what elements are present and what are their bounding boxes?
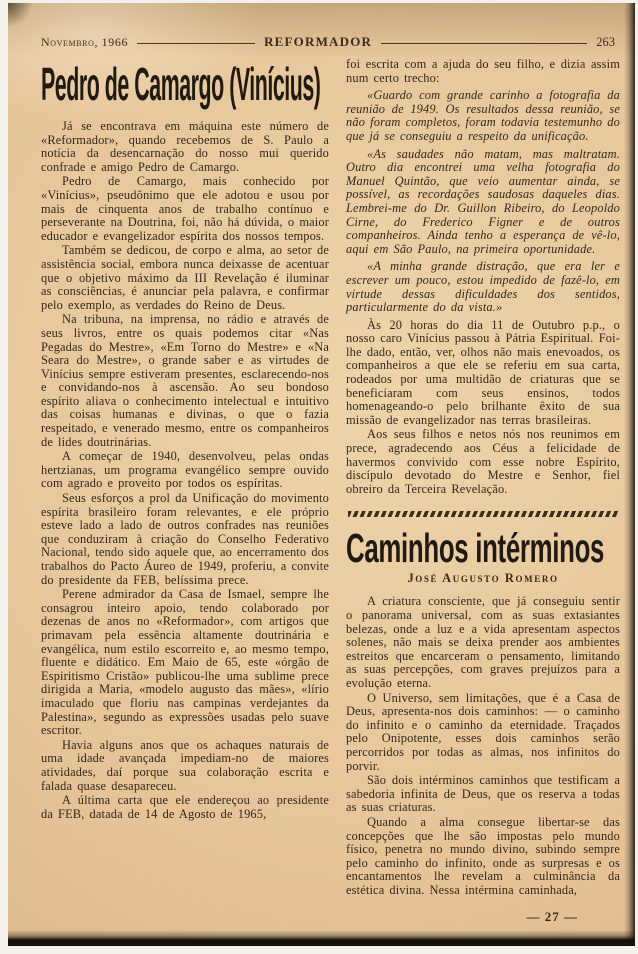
article-paragraph: O Universo, sem limitações, que é a Casa de Deus, apresenta-nos dois caminhos: — o caminho do infinito e o caminho da eternidade. Traçados pelo Onipotente, esses dois caminhos serão percorridos por todas as almas, nos infinitos do porvir.: [346, 690, 620, 773]
article-paragraph: Aos seus filhos e netos nós nos reunimos em prece, agradecendo aos Céus a felicidade de havermos convivido com esse nobre Espírito, discípulo devotado do Mestre e Senhor, fiel obreiro da Terceira Revelação.: [346, 427, 620, 496]
article-paragraph: Seus esforços a prol da Unificação do movimento espírita brasileiro foram relevantes, e ele próprio esteve lado a lado de outros confrades nas reuniões que conduziram à criação do Conselho Federativo Nacional, tendo sido aquele que, ao encerramento dos trabalhos do Pacto Áureo de 1949, proferiu, a convite do presidente da FEB, belíssima prece.: [41, 491, 329, 587]
page-number-top: 263: [596, 34, 615, 49]
article-paragraph: Perene admirador da Casa de Ismael, sempre lhe consagrou inteiro apoio, tendo colaborado por dezenas de anos no «Reformador», com artigos que primavam pela essência altamente doutrinária e evangélica, num estilo escorreito e, ao mesmo tempo, fluente e didático. Em Maio de 65, este «órgão de Espiritismo Cristão» publicou-lhe uma sublime prece dirigida a Maria, «modelo augusto das mães», «lírio imaculado que floriu nas campinas verdejantes da Palestina», segundo as expressões usadas pelo suave escritor.: [41, 587, 329, 738]
masthead-title: REFORMADOR: [264, 34, 373, 49]
article-paragraph: A começar de 1940, desenvolveu, pelas ondas hertzianas, um programa evangélico sempre ouvido com agrado e proveito por todos os espíritas.: [41, 449, 329, 491]
article-1-title: Pedro de Camargo (Vinícius): [41, 58, 321, 110]
article-divider-rule: [348, 511, 618, 517]
article-paragraph: Na tribuna, na imprensa, no rádio e através de seus livros, entre os quais podemos citar «Nas Pegadas do Mestre», «Em Torno do Mestre» e «Na Seara do Mestre», o grande saber e as virtudes de Vinícius sempre estiveram presentes, esclarecendo-nos e convidando-nos à ascensão. Ao seu bondoso espírito aliava o conhecimento intelectual e intuitivo das coisas humanas e divinas, o que o fazia respeitado, e venerado mesmo, entre os companheiros de lides doutrinárias.: [41, 312, 329, 449]
article-paragraph: São dois intérminos caminhos que testificam a sabedoria infinita de Deus, que os reserva a todas as suas criaturas.: [346, 773, 620, 815]
article-paragraph: A última carta que ele endereçou ao presidente da FEB, datada de 14 de Agosto de 1965,: [41, 793, 329, 821]
left-column: [41, 54, 329, 925]
letter-quote-paragraph: «Guardo com grande carinho a fotografia da reunião de 1949. Os resultados dessa reunião, se não foram completos, foram todavia testemunho do que já se conseguiu a respeito da unificação.: [346, 88, 620, 143]
page-number-bottom: — 27 —: [526, 909, 578, 925]
header-rule-right: [381, 43, 587, 44]
article-paragraph: Às 20 horas do dia 11 de Outubro p.p., o nosso caro Vinícius passou à Pátria Espiritual. Foi-lhe dado, então, ver, olhos não mais enevoados, os companheiros a que ele se referiu em sua carta, rodeados por uma multidão de criaturas que se beneficiaram com seus ensinos, todos homenageando-o pelo brilhante êxito de sua missão de evangelizador nas terras brasileiras.: [346, 317, 620, 427]
article-paragraph: foi escrita com a ajuda do seu filho, e dizia assim num certo trecho:: [346, 57, 620, 85]
article-paragraph: Quando a alma consegue libertar-se das concepções que lhe são impostas pelo mundo físico, penetra no mundo divino, subindo sempre pelo caminho do infinito, onde as surpresas e os encantamentos lhe revelam a culminância da estética divina. Nessa intérmina caminhada,: [346, 814, 620, 897]
page-header: [41, 34, 615, 50]
letter-quote-paragraph: «As saudades não matam, mas maltratam. Outro dia encontrei uma velha fotografia do Manuel Quintão, que veio aumentar ainda, se possível, as recordações saudosas daqueles dias. Lembrei-me do Dr. Guillon Ribeiro, do Leopoldo Cirne, do Frederico Figner e de outros companheiros. Ainda tenho a esperança de vê-lo, aqui em São Paulo, na primeira oportunidade.: [346, 146, 620, 256]
right-column: [346, 54, 620, 925]
article-paragraph: Pedro de Camargo, mais conhecido por «Vinícius», pseudônimo que ele adotou e usou por mais de cinquenta anos de trabalho contínuo e perseverante na Doutrina, foi, não há dúvida, o maior educador e evangelizador espírita dos nossos tempos.: [41, 174, 329, 243]
letter-quote-paragraph: «A minha grande distração, que era ler e escrever um pouco, estou impedido de fazê-lo, em virtude dessas dificuldades dos sentidos, particularmente do da vista.»: [346, 259, 620, 315]
article-paragraph: Já se encontrava em máquina este número de «Reformador», quando recebemos de S. Paulo a notícia da desencarnação do nosso mui querido confrade e amigo Pedro de Camargo.: [41, 119, 329, 174]
header-rule-left: [137, 43, 255, 44]
article-2-title: Caminhos intérminos: [346, 525, 605, 572]
magazine-page: [8, 3, 635, 946]
article-paragraph: A criatura consciente, que já conseguiu sentir o panorama universal, com as suas extasiantes belezas, onde a luz e a vida apresentam aspectos solenes, não mais se deixa prender aos ambientes estreitos que encarceram o pensamento, limitando as suas percepções, com graves prejuízos para a evolução eterna.: [346, 594, 620, 690]
article-paragraph: Também se dedicou, de corpo e alma, ao setor de assistência social, embora nunca deixasse de acentuar que o objetivo máximo da III Revelação é iluminar as consciências, é anunciar pela palavra, e confirmar pelo exemplo, as verdades do Reino de Deus.: [41, 243, 330, 312]
article-paragraph: Havia alguns anos que os achaques naturais de uma idade avançada impediam-no de maiores atividades, daí porque sua colaboração escrita e falada quase desapareceu.: [41, 737, 329, 793]
article-2-byline: José Augusto Romero: [407, 571, 559, 586]
two-column-layout: [41, 54, 620, 925]
issue-date: Novembro, 1966: [41, 34, 129, 49]
